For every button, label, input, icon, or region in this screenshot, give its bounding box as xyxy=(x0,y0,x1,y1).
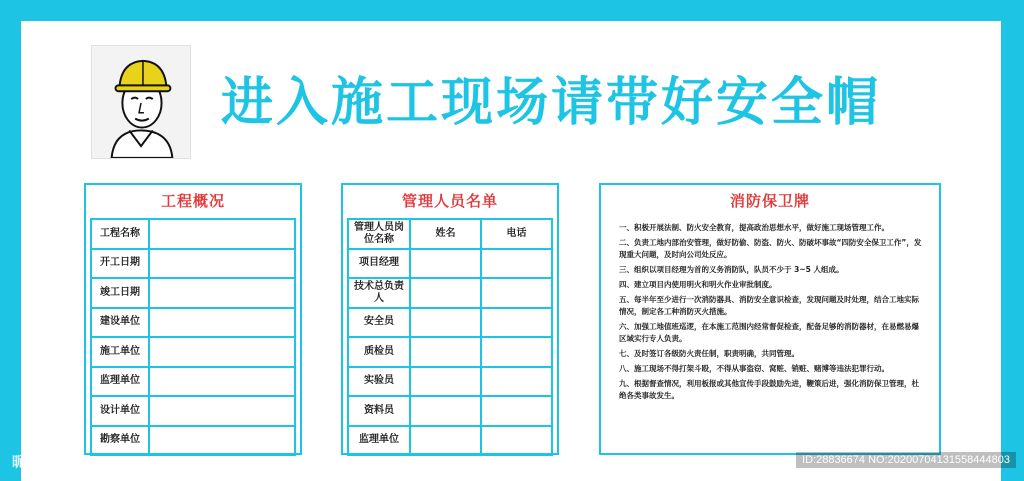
staff-table xyxy=(347,218,553,456)
worker-helmet-icon xyxy=(91,45,191,159)
table-row xyxy=(348,367,552,397)
table-row xyxy=(348,308,552,338)
rule-item: 二、负责工地内部治安管理，做好防偷、防盗、防火、防破坏事故“四防安全保卫工作”，发现重大问题，及时向公司处反应。 xyxy=(619,238,922,259)
rule-item: 一、积极开展法制、防火安全教育，提高政治思想水平，做好施工现场管理工作。 xyxy=(619,223,889,232)
page-title: 进入施工现场请带好安全帽 xyxy=(221,73,882,133)
staff-list-panel xyxy=(341,183,559,455)
row-label: 实验员 xyxy=(348,367,410,397)
table-row xyxy=(91,249,295,279)
phone-cell xyxy=(481,426,552,456)
row-label: 开工日期 xyxy=(91,249,149,279)
table-row xyxy=(348,278,552,308)
project-overview-panel xyxy=(84,183,302,455)
table-row xyxy=(91,278,295,308)
rule-item: 九、根据督查情况，利用板报或其他宣传手段鼓励先进，鞭策后进，强化消防保卫管理，杜绝各类事故发生。 xyxy=(619,379,919,400)
table-row xyxy=(348,249,552,279)
row-label: 质检员 xyxy=(348,337,410,367)
phone-cell xyxy=(481,367,552,397)
phone-cell xyxy=(481,278,552,308)
name-cell xyxy=(410,426,481,456)
table-header-row xyxy=(348,219,552,249)
table-row xyxy=(91,367,295,397)
row-label: 竣工日期 xyxy=(91,278,149,308)
watermark-id: ID:28836674 NO:20200704131558444803 xyxy=(796,452,1016,468)
panel-title: 消防保卫牌 xyxy=(729,192,810,210)
row-label: 项目经理 xyxy=(348,249,410,279)
name-cell xyxy=(410,367,481,397)
table-row xyxy=(348,396,552,426)
table-row xyxy=(348,337,552,367)
table-row xyxy=(348,426,552,456)
rule-item: 四、建立项目内使用明火和明火作业审批制度。 xyxy=(619,280,777,289)
row-label: 安全员 xyxy=(348,308,410,338)
phone-cell xyxy=(481,337,552,367)
phone-cell xyxy=(481,396,552,426)
name-cell xyxy=(410,396,481,426)
header-role: 管理人员岗位名称 xyxy=(348,219,410,249)
rules-list xyxy=(601,218,939,402)
name-cell xyxy=(410,278,481,308)
value-cell xyxy=(149,219,295,249)
panel-title: 工程概况 xyxy=(160,192,225,210)
table-row xyxy=(91,426,295,456)
row-label: 设计单位 xyxy=(91,396,149,426)
value-cell xyxy=(149,367,295,397)
header-phone: 电话 xyxy=(481,219,552,249)
rule-item: 五、每半年至少进行一次消防器具、消防安全意识检查，发现问题及时处理，结合工地实际情况，制定各工种消防灭火措施。 xyxy=(619,295,919,316)
rule-item: 六、加强工地值班巡逻，在本施工范围内经常督促检查，配备足够的消防器材，在易燃易爆区域实行专人负责。 xyxy=(619,322,919,343)
value-cell xyxy=(149,426,295,456)
panel-title: 管理人员名单 xyxy=(401,192,498,210)
watermark-left: 昵享网 www.nipic.com xyxy=(12,454,160,470)
table-row xyxy=(91,308,295,338)
row-label: 资料员 xyxy=(348,396,410,426)
rule-item: 七、及时签订各级防火责任制，职责明确，共同管理。 xyxy=(619,349,799,358)
rule-item: 八、施工现场不得打架斗殴，不得从事盗窃、窝赃、销赃、赌博等违法犯罪行动。 xyxy=(619,364,889,373)
name-cell xyxy=(410,249,481,279)
rule-item: 三、组织以项目经理为首的义务消防队，队员不少于 3~5 人组成。 xyxy=(619,265,844,274)
row-label: 施工单位 xyxy=(91,337,149,367)
fire-safety-panel xyxy=(599,183,941,455)
table-row xyxy=(91,396,295,426)
value-cell xyxy=(149,249,295,279)
phone-cell xyxy=(481,308,552,338)
value-cell xyxy=(149,308,295,338)
table-row xyxy=(91,219,295,249)
value-cell xyxy=(149,278,295,308)
overview-table xyxy=(90,218,296,456)
name-cell xyxy=(410,337,481,367)
value-cell xyxy=(149,396,295,426)
row-label: 勘察单位 xyxy=(91,426,149,456)
row-label: 监理单位 xyxy=(91,367,149,397)
row-label: 技术总负责人 xyxy=(348,278,410,308)
value-cell xyxy=(149,337,295,367)
header-name: 姓名 xyxy=(410,219,481,249)
table-row xyxy=(91,337,295,367)
name-cell xyxy=(410,308,481,338)
row-label: 建设单位 xyxy=(91,308,149,338)
phone-cell xyxy=(481,249,552,279)
row-label: 监理单位 xyxy=(348,426,410,456)
sign-board xyxy=(21,21,1001,481)
row-label: 工程名称 xyxy=(91,219,149,249)
